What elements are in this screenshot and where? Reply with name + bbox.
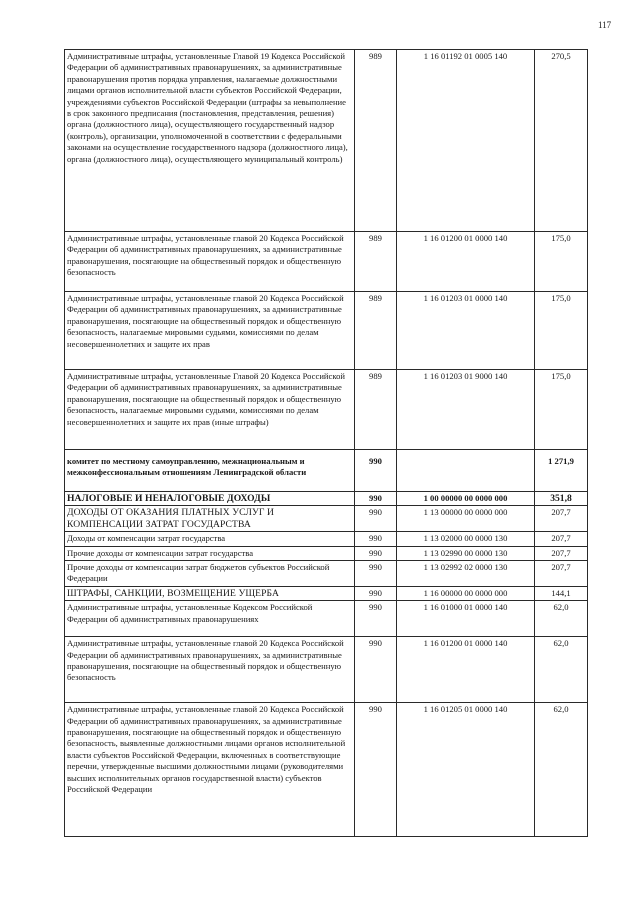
row-name: Прочие доходы от компенсации затрат государства bbox=[65, 546, 355, 560]
row-name: Административные штрафы, установленные главой 20 Кодекса Российской Федерации об административных правонарушениях, за административные правонарушения, посягающие на общественный порядок и общественную безопасность bbox=[65, 232, 355, 292]
row-amount: 175,0 bbox=[535, 370, 588, 450]
row-amount: 207,7 bbox=[535, 546, 588, 560]
row-amount: 62,0 bbox=[535, 703, 588, 837]
row-name: Административные штрафы, установленные главой 20 Кодекса Российской Федерации об административных правонарушениях, за административные правонарушения, посягающие на общественный порядок и общественную безопасность, налагаемые мировыми судьями, комиссиями по делам несовершеннолетних и защите их прав bbox=[65, 292, 355, 370]
row-kbk-code: 1 13 02992 02 0000 130 bbox=[397, 561, 535, 587]
row-amount: 207,7 bbox=[535, 532, 588, 546]
row-amount: 62,0 bbox=[535, 601, 588, 637]
row-kbk-code: 1 16 01000 01 0000 140 bbox=[397, 601, 535, 637]
row-kbk-code: 1 16 00000 00 0000 000 bbox=[397, 586, 535, 600]
row-admin-code: 990 bbox=[355, 703, 397, 837]
table-row bbox=[65, 506, 588, 532]
row-admin-code: 990 bbox=[355, 601, 397, 637]
row-amount: 207,7 bbox=[535, 561, 588, 587]
table-row bbox=[65, 232, 588, 292]
table-row bbox=[65, 50, 588, 232]
row-admin-code: 989 bbox=[355, 232, 397, 292]
row-admin-code: 990 bbox=[355, 506, 397, 532]
row-kbk-code: 1 16 01203 01 9000 140 bbox=[397, 370, 535, 450]
row-name: НАЛОГОВЫЕ И НЕНАЛОГОВЫЕ ДОХОДЫ bbox=[65, 492, 355, 506]
table-row bbox=[65, 532, 588, 546]
row-admin-code: 990 bbox=[355, 546, 397, 560]
row-kbk-code: 1 16 01192 01 0005 140 bbox=[397, 50, 535, 232]
page-number: 117 bbox=[598, 20, 612, 30]
row-amount: 175,0 bbox=[535, 232, 588, 292]
row-name: Административные штрафы, установленные Главой 20 Кодекса Российской Федерации об административных правонарушениях, за административные правонарушения, посягающие на общественный порядок и общественную безопасность, налагаемые мировыми судьями, комиссиями по делам несовершеннолетних и защите их прав (иные штрафы) bbox=[65, 370, 355, 450]
table-row bbox=[65, 546, 588, 560]
table-row bbox=[65, 601, 588, 637]
table-row bbox=[65, 586, 588, 600]
revenue-table bbox=[64, 49, 588, 837]
row-kbk-code: 1 16 01205 01 0000 140 bbox=[397, 703, 535, 837]
row-amount: 270,5 bbox=[535, 50, 588, 232]
row-kbk-code: 1 16 01200 01 0000 140 bbox=[397, 637, 535, 703]
row-admin-code: 989 bbox=[355, 370, 397, 450]
row-name: Административные штрафы, установленные Кодексом Российской Федерации об административных правонарушениях bbox=[65, 601, 355, 637]
row-name: Прочие доходы от компенсации затрат бюджетов субъектов Российской Федерации bbox=[65, 561, 355, 587]
row-amount: 175,0 bbox=[535, 292, 588, 370]
row-admin-code: 990 bbox=[355, 532, 397, 546]
row-kbk-code: 1 16 01200 01 0000 140 bbox=[397, 232, 535, 292]
row-kbk-code: 1 13 02990 00 0000 130 bbox=[397, 546, 535, 560]
row-amount: 207,7 bbox=[535, 506, 588, 532]
table-row bbox=[65, 637, 588, 703]
row-admin-code: 990 bbox=[355, 561, 397, 587]
row-name: Доходы от компенсации затрат государства bbox=[65, 532, 355, 546]
row-admin-code: 989 bbox=[355, 50, 397, 232]
row-amount: 351,8 bbox=[535, 492, 588, 506]
row-amount: 1 271,9 bbox=[535, 450, 588, 492]
row-admin-code: 990 bbox=[355, 637, 397, 703]
row-name: ШТРАФЫ, САНКЦИИ, ВОЗМЕЩЕНИЕ УЩЕРБА bbox=[65, 586, 355, 600]
row-kbk-code: 1 13 00000 00 0000 000 bbox=[397, 506, 535, 532]
row-admin-code: 990 bbox=[355, 450, 397, 492]
row-name: Административные штрафы, установленные Главой 19 Кодекса Российской Федерации об административных правонарушениях, за административные правонарушения против порядка управления, налагаемые должностными лицами органов исполнительной власти субъектов Российской Федерации, учреждениями субъектов Российской Федерации (штрафы за невыполнение в срок законного предписания (постановления, представления, решения) органа (должностного лица), осуществляющего государственный надзор (контроль), организации, уполномоченной в соответствии с федеральными законами на осуществление государственного надзора (должностного лица), органа (должностного лица), осуществляющего муниципальный контроль) bbox=[65, 50, 355, 232]
table-row bbox=[65, 450, 588, 492]
row-amount: 62,0 bbox=[535, 637, 588, 703]
row-admin-code: 989 bbox=[355, 292, 397, 370]
row-kbk-code: 1 16 01203 01 0000 140 bbox=[397, 292, 535, 370]
row-name: комитет по местному самоуправлению, межнациональным и межконфессиональным отношениям Ленинградской области bbox=[65, 450, 355, 492]
row-kbk-code: 1 00 00000 00 0000 000 bbox=[397, 492, 535, 506]
table-row bbox=[65, 561, 588, 587]
table-row bbox=[65, 292, 588, 370]
row-amount: 144,1 bbox=[535, 586, 588, 600]
row-admin-code: 990 bbox=[355, 586, 397, 600]
table-row bbox=[65, 370, 588, 450]
row-name: Административные штрафы, установленные главой 20 Кодекса Российской Федерации об административных правонарушениях, за административные правонарушения, посягающие на общественный порядок и общественную безопасность bbox=[65, 637, 355, 703]
row-kbk-code: 1 13 02000 00 0000 130 bbox=[397, 532, 535, 546]
table-row bbox=[65, 703, 588, 837]
row-admin-code: 990 bbox=[355, 492, 397, 506]
table-row bbox=[65, 492, 588, 506]
row-kbk-code bbox=[397, 450, 535, 492]
row-name: ДОХОДЫ ОТ ОКАЗАНИЯ ПЛАТНЫХ УСЛУГ И КОМПЕНСАЦИИ ЗАТРАТ ГОСУДАРСТВА bbox=[65, 506, 355, 532]
row-name: Административные штрафы, установленные главой 20 Кодекса Российской Федерации об административных правонарушениях, за административные правонарушения, посягающие на общественный порядок и общественную безопасность, выявленные должностными лицами органов исполнительной власти субъектов Российской Федерации, включенных в соответствующие перечни, утвержденные высшими должностными лицами (руководителями высших исполнительных органов государственной власти) субъектов Российской Федерации bbox=[65, 703, 355, 837]
